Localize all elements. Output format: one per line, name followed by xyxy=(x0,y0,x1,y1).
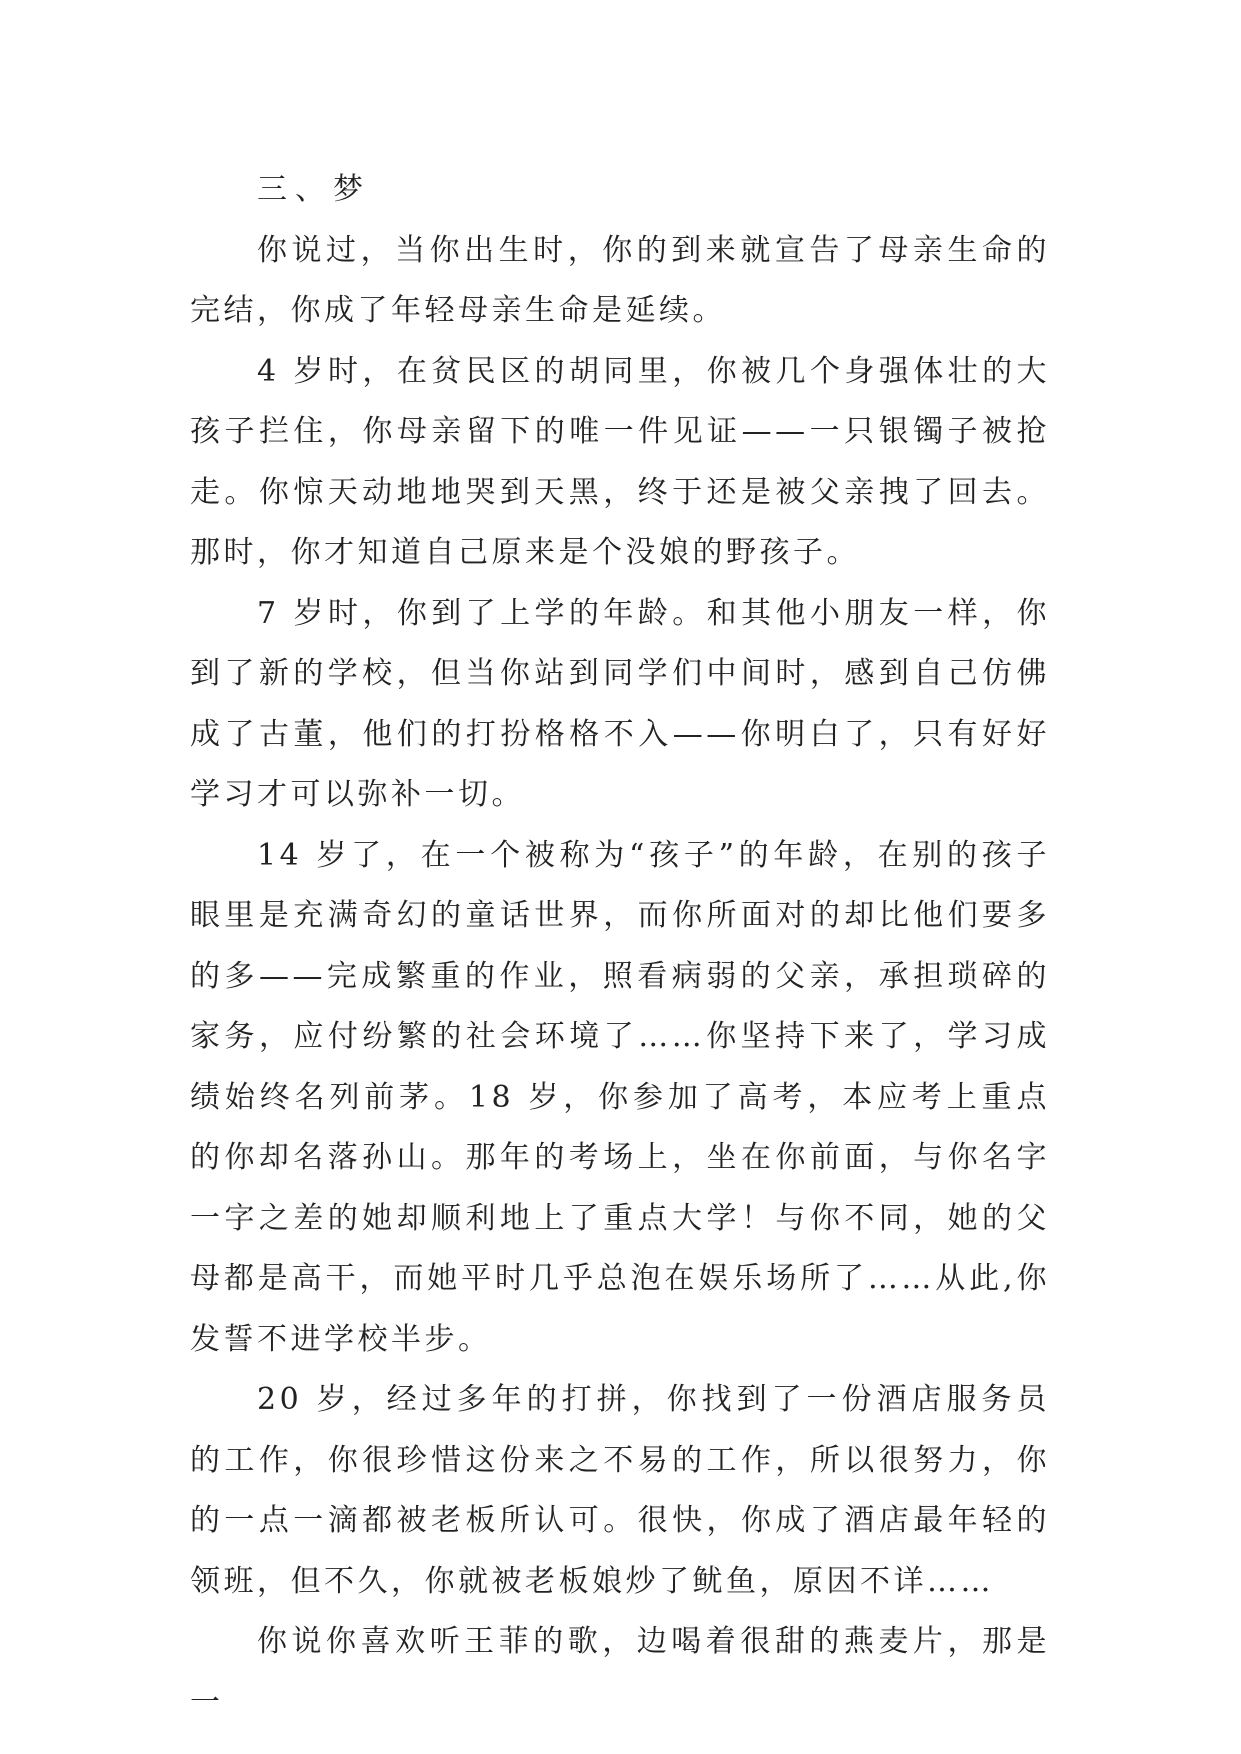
section-heading: 三、梦 xyxy=(257,172,371,207)
paragraph-birth: 你说过，当你出生时，你的到来就宣告了母亲生命的完结，你成了年轻母亲生命是延续。 xyxy=(190,232,1050,328)
paragraph-age-7: 7 岁时，你到了上学的年龄。和其他小朋友一样，你到了新的学校，但当你站到同学们中间时，感到自己仿佛成了古董，他们的打扮格格不入——你明白了，只有好好学习才可以弥补一切。 xyxy=(190,595,1050,812)
document-body xyxy=(190,160,1050,1733)
paragraph-faye-wong: 你说你喜欢听王菲的歌，边喝着很甜的燕麦片，那是一 xyxy=(190,1624,1050,1720)
paragraph-age-14: 14 岁了，在一个被称为“孩子”的年龄，在别的孩子眼里是充满奇幻的童话世界，而你所面对的却比他们要多的多——完成繁重的作业，照看病弱的父亲，承担琐碎的家务，应付纷繁的社会环境了……你坚持下来了，学习成绩始终名列前茅。18 岁，你参加了高考，本应考上重点的你却名落孙山。那年的考场上，坐在你前面，与你名字一字之差的她却顺利地上了重点大学！与你不同，她的父母都是高干，而她平时几乎总泡在娱乐场所了……从此,你发誓不进学校半步。 xyxy=(190,837,1050,1357)
paragraph-age-4: 4 岁时，在贫民区的胡同里，你被几个身强体壮的大孩子拦住，你母亲留下的唯一件见证——一只银镯子被抢走。你惊天动地地哭到天黑，终于还是被父亲拽了回去。那时，你才知道自己原来是个没娘的野孩子。 xyxy=(190,353,1050,570)
paragraph-age-20: 20 岁，经过多年的打拼，你找到了一份酒店服务员的工作，你很珍惜这份来之不易的工作，所以很努力，你的一点一滴都被老板所认可。很快，你成了酒店最年轻的领班，但不久，你就被老板娘炒了鱿鱼，原因不详…… xyxy=(190,1382,1050,1599)
